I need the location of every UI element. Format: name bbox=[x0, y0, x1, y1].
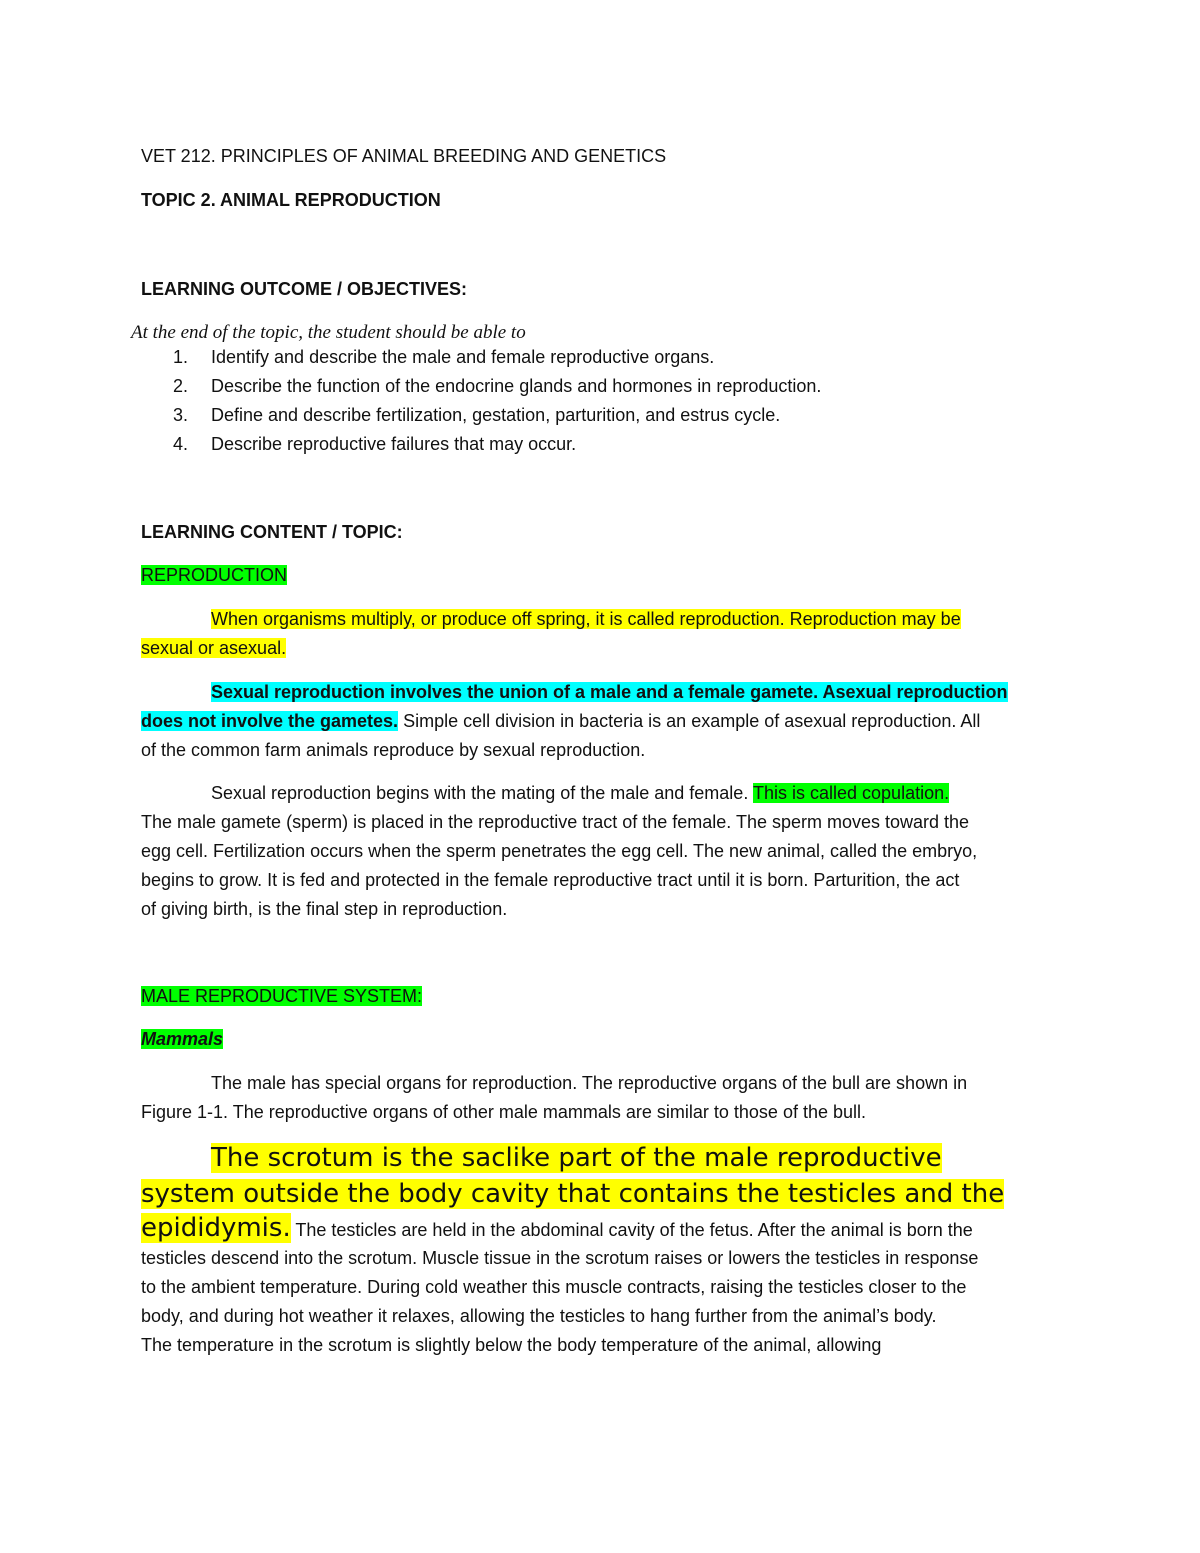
reproduction-p2-line1: Sexual reproduction involves the union of a male and a female gamete. Asexual reproduction bbox=[211, 682, 1008, 702]
male-p1-line1: The male has special organs for reproduction. The reproductive organs of the bull are shown in bbox=[211, 1073, 968, 1093]
male-p2-line4: body, and during hot weather it relaxes, allowing the testicles to hang further from the animal’s body. bbox=[141, 1306, 937, 1326]
male-p2-line2: testicles descend into the scrotum. Muscle tissue in the scrotum raises or lowers the testicles in response bbox=[141, 1248, 979, 1268]
content-heading: LEARNING CONTENT / TOPIC: bbox=[141, 522, 403, 542]
reproduction-p3-line2: The male gamete (sperm) is placed in the reproductive tract of the female. The sperm moves toward the bbox=[141, 812, 970, 832]
scrotum-big-line2: system outside the body cavity that contains the testicles and the bbox=[141, 1179, 1005, 1209]
course-title: VET 212. PRINCIPLES OF ANIMAL BREEDING AND GENETICS bbox=[141, 146, 667, 166]
male-subtitle: Mammals bbox=[141, 1029, 224, 1049]
document-page: VET 212. PRINCIPLES OF ANIMAL BREEDING AND GENETICS TOPIC 2. ANIMAL REPRODUCTION LEARNING OUTCOME / OBJECTIVES: At the end of the topic, the student should be able to 1. Identify and describe the male and female reproductive organs. 2. Describe the function of the endocrine glands and hormones in reproduction. 3. Define and describe fertilization, gestation, parturition, and estrus cycle. 4. Describe reproductive failures that may occur. LEARNING CONTENT / TOPIC: REPRODUCTION When organisms multiply, or produce off spring, it is called reproduction. Reproduction may be sexual or asexual. Sexual reproduction involves the union of a male and a female gamete. Asexual reproduction does not involve the gametes. Simple cell division in bacteria is an example of asexual reproduction. All of the common farm animals reproduce by sexual reproduction. Sexual reproduction begins with the mating of the male and female. This is called copulation. The male gamete (sperm) is placed in the reproductive tract of the female. The sperm moves toward the egg cell. Fertilization occurs when the sperm penetrates the egg cell. The new animal, called the embryo, begins to grow. It is fed and protected in the female reproductive tract until it is born. Parturition, the act of giving birth, is the final step in reproduction. MALE REPRODUCTIVE SYSTEM: Mammals The male has special organs for reproduction. The reproductive organs of the bull are shown in Figure 1-1. The reproductive organs of other male mammals are similar to those of the bull. The scrotum is the saclike part of the male reproductive system outside the body cavity that contains the testicles and the epididymis. The testicles are held in the abdominal cavity of the fetus. After the animal is born the testicles descend into the scrotum. Muscle tissue in the scrotum raises or lowers the testicles in response to the ambient temperature. During cold weather this muscle contracts, raising the testicles closer to the body, and during hot weather it relaxes, allowing the testicles to hang further from the animal’s body. The temperature in the scrotum is slightly below the body temperature of the animal, allowing bbox=[0, 0, 1200, 1553]
reproduction-p2-line3: of the common farm animals reproduce by sexual reproduction. bbox=[141, 740, 646, 760]
scrotum-big-line1: The scrotum is the saclike part of the male reproductive bbox=[211, 1143, 942, 1173]
objectives-intro: At the end of the topic, the student should be able to bbox=[131, 322, 526, 343]
reproduction-p3-line4: begins to grow. It is fed and protected in the female reproductive tract until it is born. Parturition, the act bbox=[141, 870, 960, 890]
male-p2-line5: The temperature in the scrotum is slightly below the body temperature of the animal, allowing bbox=[141, 1335, 882, 1355]
scrotum-line3: epididymis. The testicles are held in the abdominal cavity of the fetus. After the animal is born the bbox=[141, 1213, 973, 1243]
objectives-heading: LEARNING OUTCOME / OBJECTIVES: bbox=[141, 279, 468, 299]
reproduction-p3-line5: of giving birth, is the final step in reproduction. bbox=[141, 899, 508, 919]
male-p1-line2: Figure 1-1. The reproductive organs of other male mammals are similar to those of the bull. bbox=[141, 1102, 867, 1122]
reproduction-p3-line3: egg cell. Fertilization occurs when the sperm penetrates the egg cell. The new animal, called the embryo, bbox=[141, 841, 978, 861]
male-section-title: MALE REPRODUCTIVE SYSTEM: bbox=[141, 986, 423, 1006]
reproduction-p1-line1: When organisms multiply, or produce off spring, it is called reproduction. Reproduction may be bbox=[211, 609, 961, 629]
reproduction-section-title: REPRODUCTION bbox=[141, 565, 288, 585]
male-p2-line3: to the ambient temperature. During cold weather this muscle contracts, raising the testicles closer to the bbox=[141, 1277, 967, 1297]
reproduction-p2-line2: does not involve the gametes. Simple cell division in bacteria is an example of asexual reproduction. All bbox=[141, 711, 981, 731]
reproduction-p3-line1: Sexual reproduction begins with the mating of the male and female. This is called copulation. bbox=[211, 783, 950, 803]
topic-title: TOPIC 2. ANIMAL REPRODUCTION bbox=[141, 190, 441, 210]
reproduction-p1-line2: sexual or asexual. bbox=[141, 638, 287, 658]
